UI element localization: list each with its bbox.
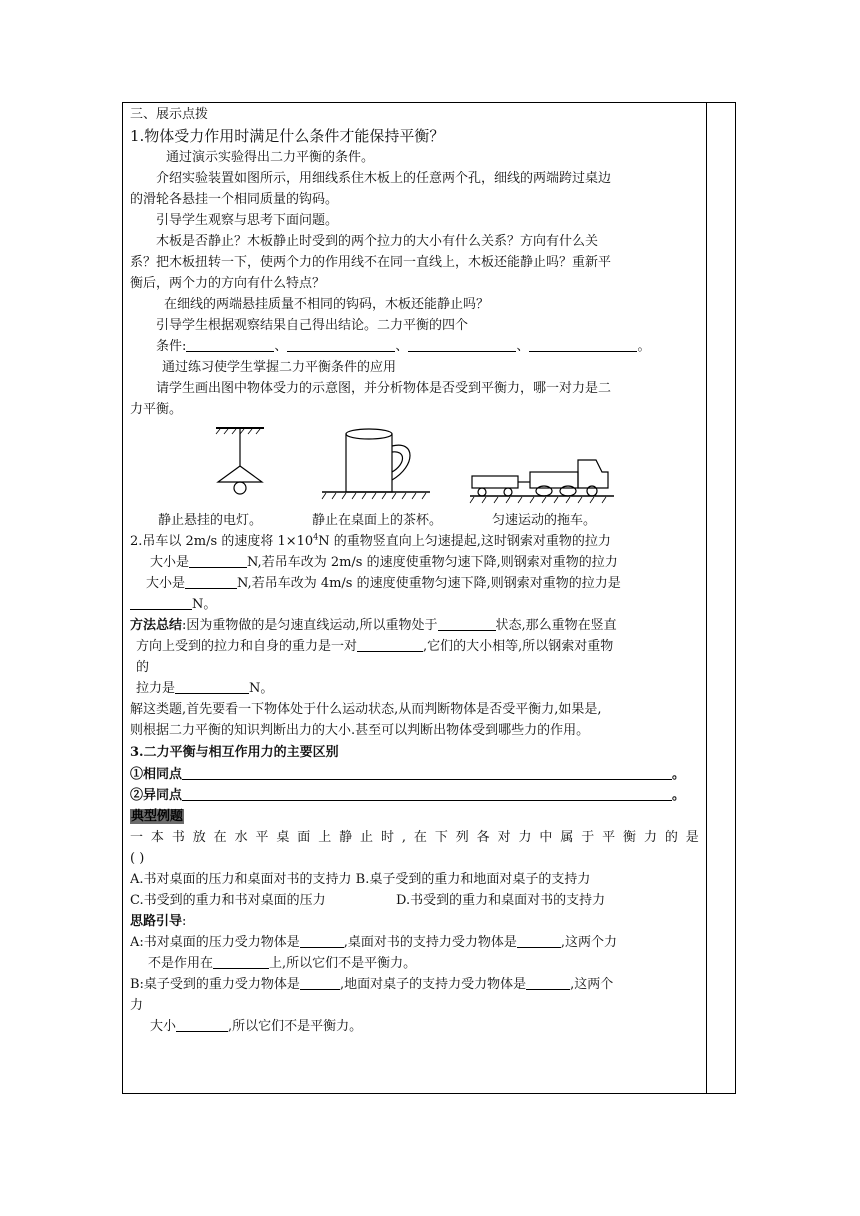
- caption-lamp: 静止悬挂的电灯。: [158, 513, 263, 528]
- paragraph: 木板是否静止？木板静止时受到的两个拉力的大小有什么关系？方向有什么关: [156, 234, 599, 249]
- method-summary-line-2: 方向上受到的拉力和自身的重力是一对 ,它们的大小相等,所以钢索对重物: [136, 639, 614, 654]
- hint-b-line-3: 大小 ,所以它们不是平衡力。: [150, 1019, 363, 1034]
- table-column-divider: [706, 102, 707, 1094]
- blank-down-force-2[interactable]: [130, 595, 192, 610]
- hanging-lamp-figure: [216, 428, 264, 494]
- blank-hint-b-3[interactable]: [176, 1017, 228, 1032]
- blank-tension[interactable]: [175, 679, 249, 694]
- blank-hint-a-2[interactable]: [517, 933, 561, 948]
- period: 。: [637, 339, 651, 354]
- question-2-line-2: 大小是 N,若吊车改为 2m/s 的速度使重物匀速下降,则钢索对重物的拉力: [150, 555, 618, 570]
- blank-hint-b-2[interactable]: [526, 975, 570, 990]
- paragraph: 介绍实验装置如图所示，用细线系住木板上的任意两个孔，细线的两端跨过桌边: [156, 171, 612, 186]
- paragraph: 力平衡。: [130, 402, 183, 417]
- option-c[interactable]: C.书受到的重力和书对桌面的压力: [130, 893, 326, 908]
- summary-line-1: 解这类题,首先要看一下物体处于什么运动状态,从而判断物体是否受平衡力,如果是,: [130, 702, 602, 717]
- separator: 、: [395, 339, 409, 354]
- blank-condition-1[interactable]: [186, 337, 274, 352]
- option-d[interactable]: D.书受到的重力和桌面对书的支持力: [396, 893, 606, 908]
- separator: 、: [274, 339, 288, 354]
- question-1: 1.物体受力作用时满足什么条件才能保持平衡？: [130, 127, 445, 145]
- blank-condition-3[interactable]: [408, 337, 516, 352]
- paragraph: 在细线的两端悬挂质量不相同的钩码，木板还能静止吗？: [164, 297, 490, 312]
- option-a[interactable]: A.书对桌面的压力和桌面对书的支持力: [130, 872, 352, 887]
- hint-b-line-1: B:桌子受到的重力受力物体是 ,地面对桌子的支持力受力物体是 ,这两个: [130, 977, 614, 992]
- hint-b-line-2: 力: [130, 998, 144, 1013]
- options-row-2: [130, 890, 702, 911]
- blank-same-points[interactable]: [182, 765, 672, 780]
- same-points-line: ①相同点 。: [130, 767, 686, 782]
- blank-condition-4[interactable]: [529, 337, 637, 352]
- force-figures: [130, 420, 702, 510]
- blank-diff-points[interactable]: [182, 786, 672, 801]
- paragraph: 的滑轮各悬挂一个相同质量的钩码。: [130, 192, 339, 207]
- tractor-trailer-figure: [470, 460, 614, 503]
- method-label: 方法总结: [130, 618, 183, 633]
- method-summary-line-1: 方法总结:因为重物做的是匀速直线运动,所以重物处于 状态,那么重物在竖直: [130, 618, 617, 633]
- paragraph: 请学生画出图中物体受力的示意图，并分析物体是否受到平衡力，哪一对力是二: [156, 381, 612, 396]
- question-2-line-4: N。: [130, 594, 702, 615]
- option-b[interactable]: B.桌子受到的重力和地面对桌子的支持力: [355, 872, 591, 887]
- paragraph: 引导学生根据观察结果自己得出结论。二力平衡的四个: [156, 318, 469, 333]
- caption-cup: 静止在桌面上的茶杯。: [312, 513, 443, 528]
- hint-label: 思路引导: [130, 914, 183, 929]
- options-row-1: [130, 869, 702, 890]
- example-answer-paren: ( ): [130, 851, 145, 866]
- paragraph: 通过演示实验得出二力平衡的条件。: [166, 150, 375, 165]
- paragraph: 系？把木板扭转一下，使两个力的作用线不在同一直线上，木板还能静止吗？重新平: [130, 255, 612, 270]
- lesson-content: [130, 104, 702, 1037]
- example-question: 一本书放在水平桌面上静止时,在下列各对力中属于平衡力的是: [130, 830, 702, 845]
- blank-motion-state[interactable]: [438, 616, 496, 631]
- blank-hint-a-3[interactable]: [213, 954, 269, 969]
- summary-line-2: 则根据二力平衡的知识判断出力的大小.甚至可以判断出物体受到哪些力的作用。: [130, 723, 590, 738]
- conditions-label: 条件:: [156, 339, 187, 354]
- paragraph: 引导学生观察与思考下面问题。: [156, 213, 339, 228]
- question-2-line-1: 2.吊车以 2m/s 的速度将 $1\times 10^4N$ 的重物竖直向上匀速提起,这时钢索对重物的拉力: [130, 532, 611, 549]
- blank-condition-2[interactable]: [287, 337, 395, 352]
- example-heading: [130, 806, 702, 827]
- figure-captions: [130, 510, 702, 531]
- hint-a-line-2: 不是作用在 上,所以它们不是平衡力。: [148, 956, 417, 971]
- question-2-line-3: 大小是 N,若吊车改为 4m/s 的速度使重物匀速下降,则钢索对重物的拉力是: [146, 576, 621, 591]
- hint-heading: 思路引导:: [130, 914, 187, 929]
- diff-points-line: ②异同点 。: [130, 788, 686, 803]
- figures-svg: [130, 420, 702, 510]
- example-tag: 典型例题: [131, 809, 184, 824]
- blank-hint-a-1[interactable]: [300, 933, 344, 948]
- blank-force-pair[interactable]: [357, 637, 423, 652]
- hint-a-line-1: A:书对桌面的压力受力物体是 ,桌面对书的支持力受力物体是 ,这两个力: [130, 935, 618, 950]
- cup-on-table-figure: [322, 429, 430, 499]
- question-3: 3.二力平衡与相互作用力的主要区别: [130, 745, 339, 760]
- method-summary-line-3: 的: [136, 660, 150, 675]
- blank-hint-b-1[interactable]: [300, 975, 340, 990]
- paragraph: 衡后，两个力的方向有什么特点？: [130, 276, 326, 291]
- separator: 、: [516, 339, 530, 354]
- blank-down-force-1[interactable]: [185, 574, 237, 589]
- paragraph: 通过练习使学生掌握二力平衡条件的应用: [162, 360, 397, 375]
- section-title: 三、展示点拨: [130, 107, 209, 122]
- method-summary-line-4: 拉力是 N。: [136, 681, 274, 696]
- caption-tractor: 匀速运动的拖车。: [492, 513, 597, 528]
- conditions-line: [130, 336, 702, 357]
- blank-up-force[interactable]: [189, 553, 247, 568]
